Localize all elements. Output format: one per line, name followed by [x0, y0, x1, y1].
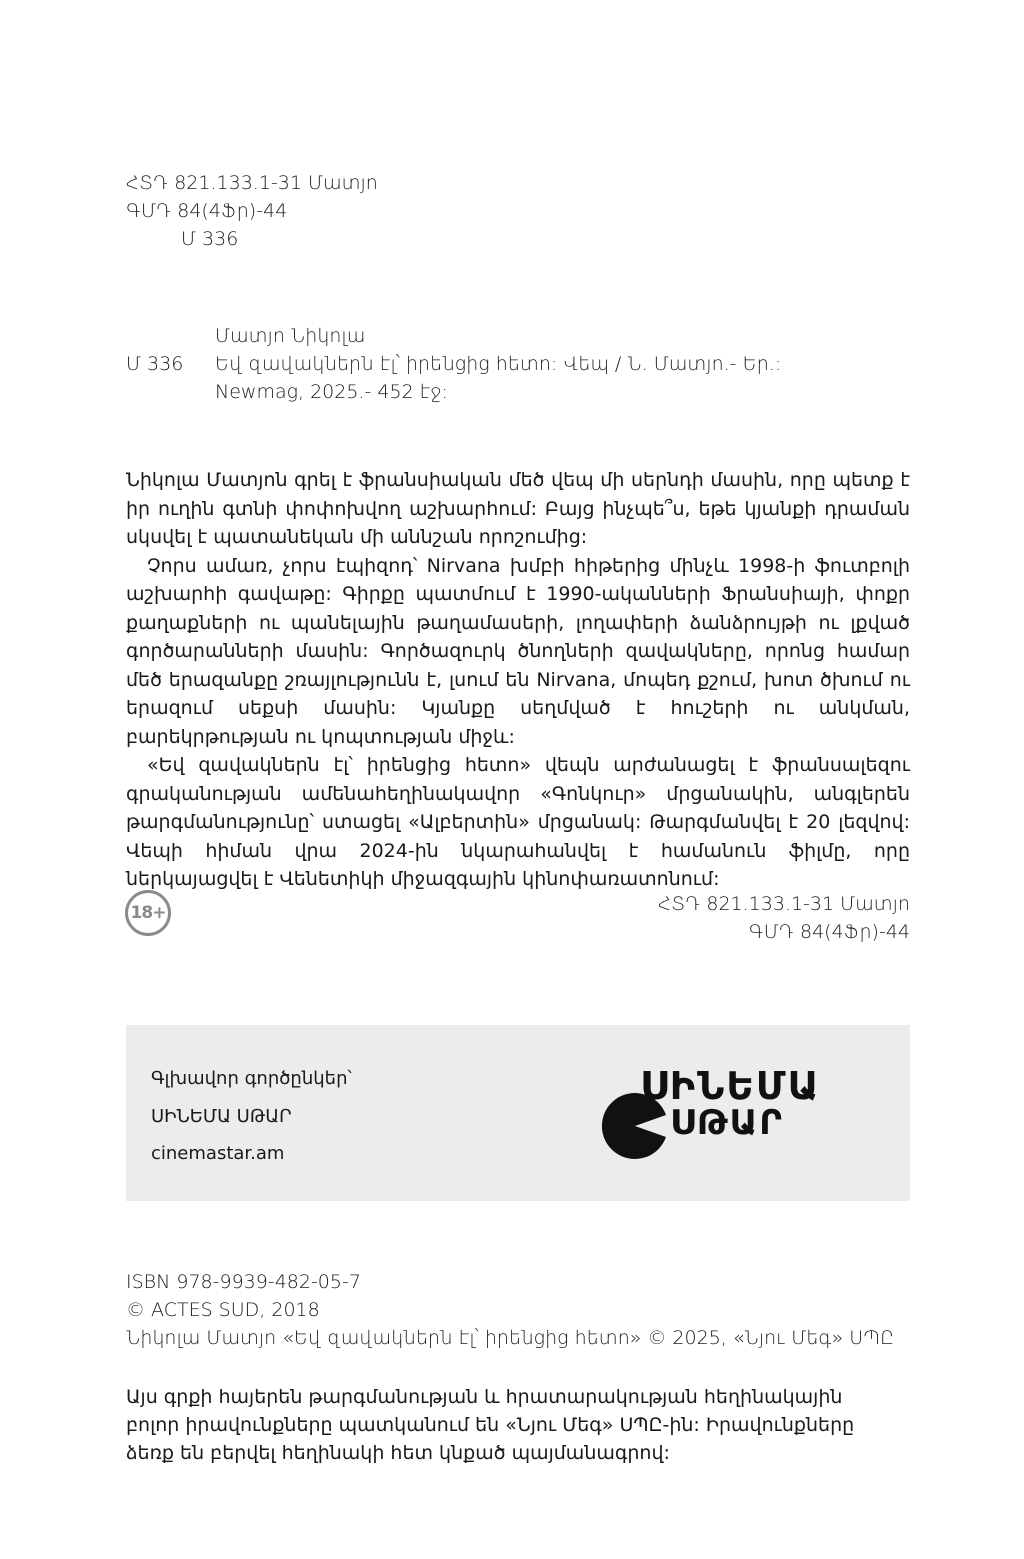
rights-notice: Այս գրքի հայերեն թարգմանության և հրատարակության հեղինակային բոլոր իրավունքները պատկանում են «Նյու Մեգ» ՍՊԸ-ին: Իրավունքները ձեռք են բերվել հեղինակի հետ կնքած պայմանագրով: — [126, 1386, 855, 1464]
author-mark: Մ 336 — [181, 228, 239, 250]
cinemastar-logo — [600, 1065, 870, 1165]
sponsor-box — [126, 1025, 910, 1201]
catalog-title: Եվ զավակներն էլ՝ իրենցից հետո: Վեպ / Ն. Մատյո.- Եր.: — [215, 353, 782, 375]
annotation-paragraph-3: «Եվ զավակներն էլ՝ իրենցից հետո» վեպն արժանացել է ֆրանսալեզու գրականության ամենահեղինակավոր «Գոնկուր» մրցանակին, անգլերեն թարգմանությունը՝ ստացել «Ալբերտին» մրցանակ: Թարգմանվել է 20 լեզվով: Վեպի հիման վրա 2024-ին նկարահանվել է համանուն ֆիլմը, որը ներկայացվել է Վենետիկի միջազգային կինոփառատոնում: — [126, 754, 910, 890]
annotation — [126, 466, 910, 894]
copyright-translation: Նիկոլա Մատյո «Եվ զավակներն էլ՝ իրենցից հետո» © 2025, «Նյու Մեգ» ՍՊԸ — [126, 1327, 895, 1349]
annotation-paragraph-2: Չորս ամառ, չորս էպիզոդ՝ Nirvana խմբի հիթերից մինչև 1998-ի ֆուտբոլի աշխարհի գավաթը: Գիրքը պատմում է 1990-ականների Ֆրանսիայի, փոքր քաղաքների ու պանելային թաղամասերի, լողափերի ձանձրույթի ու լքված գործարանների մասին: Գործազուրկ ծնողների զավակները, որոնց համար մեծ երազանքը շռայլությունն է, լսում են Nirvana, մոպեդ քշում, խոտ ծխում ու երազում սեքսի մասին: Կյանքը սեղմված է հուշերի ու անկման, բարեկրթության ու կոպտության միջև: — [126, 554, 910, 748]
catalog-code: Մ 336 — [126, 353, 184, 375]
logo-wordmark-bottom: ՍԹԱՐ — [670, 1103, 784, 1143]
bbk-code-right: ԳՄԴ 84(4Ֆր)-44 — [748, 921, 910, 943]
logo-wordmark-top: ՍԻՆԵՄԱ — [640, 1064, 821, 1108]
catalog-publisher: Newmag, 2025.- 452 էջ: — [215, 381, 448, 403]
sponsor-label: Գլխավոր գործընկեր՝ — [151, 1068, 352, 1089]
copyright-original: © ACTES SUD, 2018 — [126, 1299, 320, 1321]
udc-code-right: ՀՏԴ 821.133.1-31 Մատյո — [658, 893, 910, 915]
annotation-paragraph-1: Նիկոլա Մատյոն գրել է ֆրանսիական մեծ վեպ մի սերնդի մասին, որը պետք է իր ուղին գտնի փոփոխվող աշխարհում: Բայց ինչպե՞ս, եթե կյանքի դրաման սկսվել է պատանեկան մի աննշան որոշումից: — [126, 469, 910, 548]
isbn: ISBN 978-9939-482-05-7 — [126, 1271, 361, 1293]
catalog-author: Մատյո Նիկոլա — [215, 325, 366, 347]
sponsor-name: ՍԻՆԵՄԱ ՍԹԱՐ — [151, 1106, 292, 1127]
bbk-code: ԳՄԴ 84(4Ֆր)-44 — [126, 200, 288, 222]
age-rating-badge: 18+ — [125, 890, 171, 936]
sponsor-url: cinemastar.am — [151, 1143, 285, 1164]
udc-code: ՀՏԴ 821.133.1-31 Մատյո — [126, 172, 378, 194]
